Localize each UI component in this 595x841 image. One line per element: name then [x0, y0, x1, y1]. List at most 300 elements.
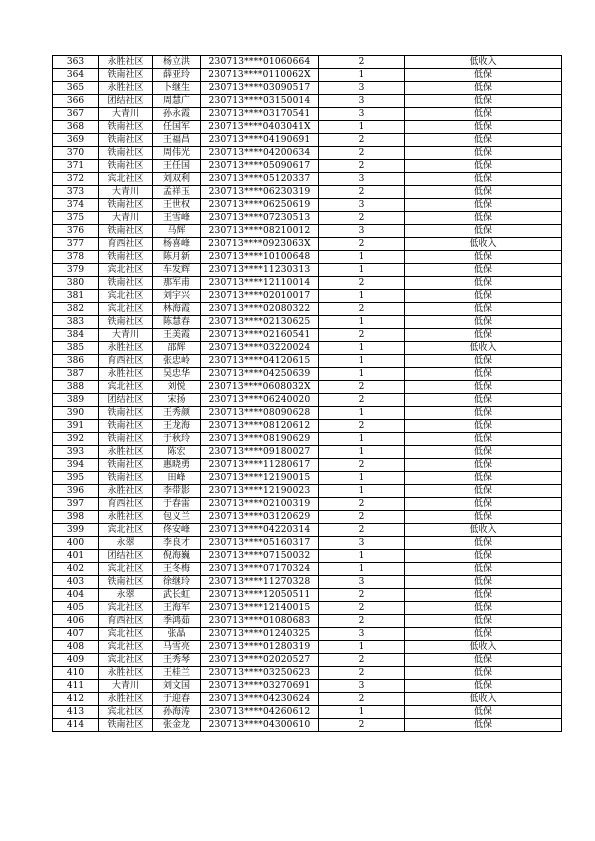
household-size-cell: 2 [319, 498, 405, 511]
assistance-type-cell: 低保 [405, 407, 562, 420]
person-name-cell: 吴忠华 [153, 368, 201, 381]
assistance-type-cell: 低保 [405, 498, 562, 511]
id-number-cell: 230713****11270328 [201, 576, 319, 589]
table-row [53, 381, 562, 394]
assistance-type-cell: 低保 [405, 511, 562, 524]
assistance-type-cell: 低保 [405, 277, 562, 290]
table-row [53, 511, 562, 524]
household-size-cell: 2 [319, 56, 405, 69]
community-cell: 永胜社区 [99, 446, 153, 459]
person-name-cell: 王冬梅 [153, 563, 201, 576]
table-row [53, 628, 562, 641]
row-number-cell: 399 [53, 524, 99, 537]
assistance-type-cell: 低保 [405, 589, 562, 602]
assistance-type-cell: 低收入 [405, 524, 562, 537]
household-size-cell: 1 [319, 563, 405, 576]
id-number-cell: 230713****06230319 [201, 186, 319, 199]
community-cell: 永胜社区 [99, 368, 153, 381]
community-cell: 永翠 [99, 537, 153, 550]
household-size-cell: 2 [319, 329, 405, 342]
row-number-cell: 366 [53, 95, 99, 108]
person-name-cell: 王世权 [153, 199, 201, 212]
community-cell: 铁南社区 [99, 277, 153, 290]
person-name-cell: 林海霞 [153, 303, 201, 316]
table-row [53, 420, 562, 433]
assistance-type-cell: 低保 [405, 433, 562, 446]
row-number-cell: 393 [53, 446, 99, 459]
id-number-cell: 230713****08090628 [201, 407, 319, 420]
assistance-type-cell: 低保 [405, 316, 562, 329]
id-number-cell: 230713****10100648 [201, 251, 319, 264]
person-name-cell: 那军甫 [153, 277, 201, 290]
assistance-type-cell: 低保 [405, 576, 562, 589]
household-size-cell: 2 [319, 693, 405, 706]
assistance-type-cell: 低保 [405, 602, 562, 615]
person-name-cell: 田峰 [153, 472, 201, 485]
household-size-cell: 2 [319, 524, 405, 537]
row-number-cell: 384 [53, 329, 99, 342]
household-size-cell: 3 [319, 680, 405, 693]
community-cell: 铁南社区 [99, 225, 153, 238]
person-name-cell: 邵辉 [153, 342, 201, 355]
household-size-cell: 1 [319, 433, 405, 446]
household-size-cell: 2 [319, 147, 405, 160]
community-cell: 育西社区 [99, 238, 153, 251]
assistance-type-cell: 低保 [405, 706, 562, 719]
row-number-cell: 413 [53, 706, 99, 719]
community-cell: 大青川 [99, 186, 153, 199]
assistance-type-cell: 低保 [405, 251, 562, 264]
assistance-type-cell: 低保 [405, 121, 562, 134]
table-row [53, 56, 562, 69]
table-row [53, 498, 562, 511]
id-number-cell: 230713****04200634 [201, 147, 319, 160]
table-row [53, 680, 562, 693]
household-size-cell: 1 [319, 342, 405, 355]
table-row [53, 225, 562, 238]
household-size-cell: 1 [319, 706, 405, 719]
table-row [53, 485, 562, 498]
person-name-cell: 王桂兰 [153, 667, 201, 680]
community-cell: 宾北社区 [99, 303, 153, 316]
community-cell: 育西社区 [99, 355, 153, 368]
community-cell: 铁南社区 [99, 69, 153, 82]
table-row [53, 251, 562, 264]
household-size-cell: 3 [319, 108, 405, 121]
table-row [53, 550, 562, 563]
row-number-cell: 375 [53, 212, 99, 225]
community-cell: 宾北社区 [99, 563, 153, 576]
community-cell: 大青川 [99, 680, 153, 693]
person-name-cell: 王秀琴 [153, 654, 201, 667]
id-number-cell: 230713****02160541 [201, 329, 319, 342]
row-number-cell: 392 [53, 433, 99, 446]
person-name-cell: 周慧广 [153, 95, 201, 108]
id-number-cell: 230713****02020527 [201, 654, 319, 667]
row-number-cell: 397 [53, 498, 99, 511]
community-cell: 铁南社区 [99, 316, 153, 329]
table-row [53, 212, 562, 225]
table-row [53, 654, 562, 667]
row-number-cell: 365 [53, 82, 99, 95]
table-row [53, 563, 562, 576]
assistance-type-cell: 低保 [405, 368, 562, 381]
row-number-cell: 377 [53, 238, 99, 251]
table-row [53, 394, 562, 407]
table-row [53, 160, 562, 173]
table-row [53, 329, 562, 342]
id-number-cell: 230713****04230624 [201, 693, 319, 706]
table-row [53, 290, 562, 303]
assistance-type-cell: 低保 [405, 329, 562, 342]
household-size-cell: 1 [319, 251, 405, 264]
id-number-cell: 230713****03250623 [201, 667, 319, 680]
row-number-cell: 373 [53, 186, 99, 199]
assistance-type-cell: 低保 [405, 459, 562, 472]
id-number-cell: 230713****05120337 [201, 173, 319, 186]
household-size-cell: 1 [319, 264, 405, 277]
id-number-cell: 230713****12050511 [201, 589, 319, 602]
table-row [53, 147, 562, 160]
household-size-cell: 2 [319, 719, 405, 732]
row-number-cell: 385 [53, 342, 99, 355]
person-name-cell: 周伟光 [153, 147, 201, 160]
community-cell: 铁南社区 [99, 576, 153, 589]
table-body [53, 56, 562, 732]
row-number-cell: 405 [53, 602, 99, 615]
household-size-cell: 3 [319, 199, 405, 212]
assistance-type-cell: 低保 [405, 394, 562, 407]
person-name-cell: 王海军 [153, 602, 201, 615]
row-number-cell: 386 [53, 355, 99, 368]
id-number-cell: 230713****03150014 [201, 95, 319, 108]
household-size-cell: 1 [319, 641, 405, 654]
table-row [53, 472, 562, 485]
community-cell: 宾北社区 [99, 264, 153, 277]
row-number-cell: 411 [53, 680, 99, 693]
community-cell: 宾北社区 [99, 628, 153, 641]
table-row [53, 719, 562, 732]
table-row [53, 95, 562, 108]
household-size-cell: 2 [319, 160, 405, 173]
row-number-cell: 383 [53, 316, 99, 329]
row-number-cell: 376 [53, 225, 99, 238]
person-name-cell: 张金龙 [153, 719, 201, 732]
household-size-cell: 2 [319, 511, 405, 524]
household-size-cell: 2 [319, 459, 405, 472]
id-number-cell: 230713****09180027 [201, 446, 319, 459]
household-size-cell: 1 [319, 290, 405, 303]
household-size-cell: 2 [319, 277, 405, 290]
table-row [53, 277, 562, 290]
person-name-cell: 卜继生 [153, 82, 201, 95]
community-cell: 永胜社区 [99, 485, 153, 498]
household-size-cell: 1 [319, 316, 405, 329]
table-row [53, 264, 562, 277]
household-size-cell: 1 [319, 69, 405, 82]
id-number-cell: 230713****01080683 [201, 615, 319, 628]
assistance-type-cell: 低收入 [405, 693, 562, 706]
row-number-cell: 374 [53, 199, 99, 212]
household-size-cell: 3 [319, 225, 405, 238]
id-number-cell: 230713****12140015 [201, 602, 319, 615]
person-name-cell: 孙永霞 [153, 108, 201, 121]
id-number-cell: 230713****0110062X [201, 69, 319, 82]
row-number-cell: 412 [53, 693, 99, 706]
community-cell: 永胜社区 [99, 693, 153, 706]
assistance-type-cell: 低保 [405, 654, 562, 667]
row-number-cell: 395 [53, 472, 99, 485]
row-number-cell: 389 [53, 394, 99, 407]
row-number-cell: 380 [53, 277, 99, 290]
table-row [53, 602, 562, 615]
row-number-cell: 394 [53, 459, 99, 472]
community-cell: 永胜社区 [99, 667, 153, 680]
table-row [53, 134, 562, 147]
id-number-cell: 230713****08210012 [201, 225, 319, 238]
community-cell: 团结社区 [99, 95, 153, 108]
person-name-cell: 刘宇兴 [153, 290, 201, 303]
table-row [53, 173, 562, 186]
assistance-type-cell: 低保 [405, 212, 562, 225]
row-number-cell: 409 [53, 654, 99, 667]
person-name-cell: 于春雷 [153, 498, 201, 511]
table-row [53, 589, 562, 602]
id-number-cell: 230713****12190015 [201, 472, 319, 485]
community-cell: 宾北社区 [99, 654, 153, 667]
household-size-cell: 2 [319, 186, 405, 199]
community-cell: 铁南社区 [99, 459, 153, 472]
community-cell: 永胜社区 [99, 511, 153, 524]
community-cell: 团结社区 [99, 550, 153, 563]
household-size-cell: 1 [319, 121, 405, 134]
table-row [53, 121, 562, 134]
household-size-cell: 2 [319, 212, 405, 225]
row-number-cell: 367 [53, 108, 99, 121]
assistance-type-cell: 低保 [405, 719, 562, 732]
person-name-cell: 陈月新 [153, 251, 201, 264]
household-size-cell: 3 [319, 95, 405, 108]
id-number-cell: 230713****06240020 [201, 394, 319, 407]
id-number-cell: 230713****04220314 [201, 524, 319, 537]
household-size-cell: 2 [319, 394, 405, 407]
id-number-cell: 230713****02080322 [201, 303, 319, 316]
id-number-cell: 230713****05090617 [201, 160, 319, 173]
household-size-cell: 2 [319, 381, 405, 394]
table-row [53, 667, 562, 680]
table-row [53, 693, 562, 706]
assistance-type-cell: 低保 [405, 134, 562, 147]
row-number-cell: 408 [53, 641, 99, 654]
assistance-type-cell: 低保 [405, 628, 562, 641]
id-number-cell: 230713****03270691 [201, 680, 319, 693]
row-number-cell: 382 [53, 303, 99, 316]
person-name-cell: 于迎春 [153, 693, 201, 706]
row-number-cell: 388 [53, 381, 99, 394]
assistance-type-cell: 低保 [405, 147, 562, 160]
id-number-cell: 230713****02130625 [201, 316, 319, 329]
community-cell: 铁南社区 [99, 719, 153, 732]
id-number-cell: 230713****04120615 [201, 355, 319, 368]
table-row [53, 342, 562, 355]
row-number-cell: 369 [53, 134, 99, 147]
assistance-type-cell: 低保 [405, 95, 562, 108]
community-cell: 铁南社区 [99, 160, 153, 173]
table-row [53, 368, 562, 381]
table-row [53, 537, 562, 550]
person-name-cell: 王任国 [153, 160, 201, 173]
person-name-cell: 杨喜峰 [153, 238, 201, 251]
row-number-cell: 363 [53, 56, 99, 69]
person-name-cell: 宋扬 [153, 394, 201, 407]
table-row [53, 459, 562, 472]
community-cell: 宾北社区 [99, 641, 153, 654]
table-row [53, 706, 562, 719]
community-cell: 育西社区 [99, 615, 153, 628]
community-cell: 大青川 [99, 108, 153, 121]
id-number-cell: 230713****12190023 [201, 485, 319, 498]
assistance-type-cell: 低保 [405, 69, 562, 82]
id-number-cell: 230713****08190629 [201, 433, 319, 446]
household-size-cell: 2 [319, 303, 405, 316]
community-cell: 铁南社区 [99, 472, 153, 485]
person-name-cell: 于秋玲 [153, 433, 201, 446]
id-number-cell: 230713****0403041X [201, 121, 319, 134]
row-number-cell: 370 [53, 147, 99, 160]
household-size-cell: 2 [319, 654, 405, 667]
community-cell: 铁南社区 [99, 433, 153, 446]
household-size-cell: 1 [319, 368, 405, 381]
assistance-type-cell: 低保 [405, 264, 562, 277]
household-size-cell: 2 [319, 602, 405, 615]
id-number-cell: 230713****02010017 [201, 290, 319, 303]
person-name-cell: 张忠岭 [153, 355, 201, 368]
id-number-cell: 230713****01060664 [201, 56, 319, 69]
household-size-cell: 1 [319, 355, 405, 368]
id-number-cell: 230713****03220024 [201, 342, 319, 355]
person-name-cell: 徐继玲 [153, 576, 201, 589]
id-number-cell: 230713****01280319 [201, 641, 319, 654]
assistance-type-cell: 低保 [405, 615, 562, 628]
person-name-cell: 王秀颜 [153, 407, 201, 420]
person-name-cell: 孟祥玉 [153, 186, 201, 199]
assistance-type-cell: 低保 [405, 381, 562, 394]
row-number-cell: 368 [53, 121, 99, 134]
row-number-cell: 396 [53, 485, 99, 498]
household-size-cell: 2 [319, 615, 405, 628]
person-name-cell: 包义兰 [153, 511, 201, 524]
person-name-cell: 车发辉 [153, 264, 201, 277]
household-roster-table [52, 55, 562, 732]
assistance-type-cell: 低保 [405, 199, 562, 212]
table-row [53, 615, 562, 628]
household-size-cell: 1 [319, 550, 405, 563]
table-row [53, 446, 562, 459]
row-number-cell: 406 [53, 615, 99, 628]
id-number-cell: 230713****04190691 [201, 134, 319, 147]
id-number-cell: 230713****02100319 [201, 498, 319, 511]
id-number-cell: 230713****05160317 [201, 537, 319, 550]
row-number-cell: 364 [53, 69, 99, 82]
row-number-cell: 414 [53, 719, 99, 732]
id-number-cell: 230713****04300610 [201, 719, 319, 732]
id-number-cell: 230713****06250619 [201, 199, 319, 212]
person-name-cell: 武长虹 [153, 589, 201, 602]
person-name-cell: 李良才 [153, 537, 201, 550]
table-row [53, 355, 562, 368]
assistance-type-cell: 低保 [405, 173, 562, 186]
person-name-cell: 孙海涛 [153, 706, 201, 719]
id-number-cell: 230713****07150032 [201, 550, 319, 563]
assistance-type-cell: 低保 [405, 446, 562, 459]
assistance-type-cell: 低保 [405, 160, 562, 173]
assistance-type-cell: 低保 [405, 420, 562, 433]
id-number-cell: 230713****07230513 [201, 212, 319, 225]
assistance-type-cell: 低收入 [405, 641, 562, 654]
community-cell: 宾北社区 [99, 602, 153, 615]
household-size-cell: 2 [319, 134, 405, 147]
person-name-cell: 薛亚玲 [153, 69, 201, 82]
household-size-cell: 1 [319, 407, 405, 420]
row-number-cell: 381 [53, 290, 99, 303]
table-row [53, 576, 562, 589]
household-size-cell: 3 [319, 173, 405, 186]
assistance-type-cell: 低保 [405, 186, 562, 199]
household-size-cell: 3 [319, 537, 405, 550]
table-row [53, 69, 562, 82]
assistance-type-cell: 低收入 [405, 56, 562, 69]
household-size-cell: 2 [319, 420, 405, 433]
row-number-cell: 407 [53, 628, 99, 641]
person-name-cell: 杨立洪 [153, 56, 201, 69]
household-size-cell: 1 [319, 446, 405, 459]
community-cell: 铁南社区 [99, 199, 153, 212]
row-number-cell: 390 [53, 407, 99, 420]
community-cell: 大青川 [99, 212, 153, 225]
person-name-cell: 任国军 [153, 121, 201, 134]
table-row [53, 407, 562, 420]
person-name-cell: 王美霞 [153, 329, 201, 342]
row-number-cell: 371 [53, 160, 99, 173]
person-name-cell: 陈宏 [153, 446, 201, 459]
assistance-type-cell: 低保 [405, 472, 562, 485]
id-number-cell: 230713****0608032X [201, 381, 319, 394]
household-size-cell: 1 [319, 472, 405, 485]
row-number-cell: 378 [53, 251, 99, 264]
table-row [53, 433, 562, 446]
community-cell: 铁南社区 [99, 147, 153, 160]
person-name-cell: 李带影 [153, 485, 201, 498]
table-row [53, 303, 562, 316]
table-row [53, 524, 562, 537]
household-size-cell: 3 [319, 576, 405, 589]
assistance-type-cell: 低保 [405, 355, 562, 368]
row-number-cell: 379 [53, 264, 99, 277]
community-cell: 宾北社区 [99, 706, 153, 719]
assistance-type-cell: 低保 [405, 290, 562, 303]
household-size-cell: 2 [319, 667, 405, 680]
person-name-cell: 马雪亮 [153, 641, 201, 654]
assistance-type-cell: 低保 [405, 485, 562, 498]
assistance-type-cell: 低保 [405, 563, 562, 576]
person-name-cell: 陈慧春 [153, 316, 201, 329]
community-cell: 团结社区 [99, 394, 153, 407]
community-cell: 宾北社区 [99, 381, 153, 394]
community-cell: 大青川 [99, 329, 153, 342]
community-cell: 永胜社区 [99, 56, 153, 69]
person-name-cell: 季鸿茹 [153, 615, 201, 628]
household-size-cell: 2 [319, 589, 405, 602]
